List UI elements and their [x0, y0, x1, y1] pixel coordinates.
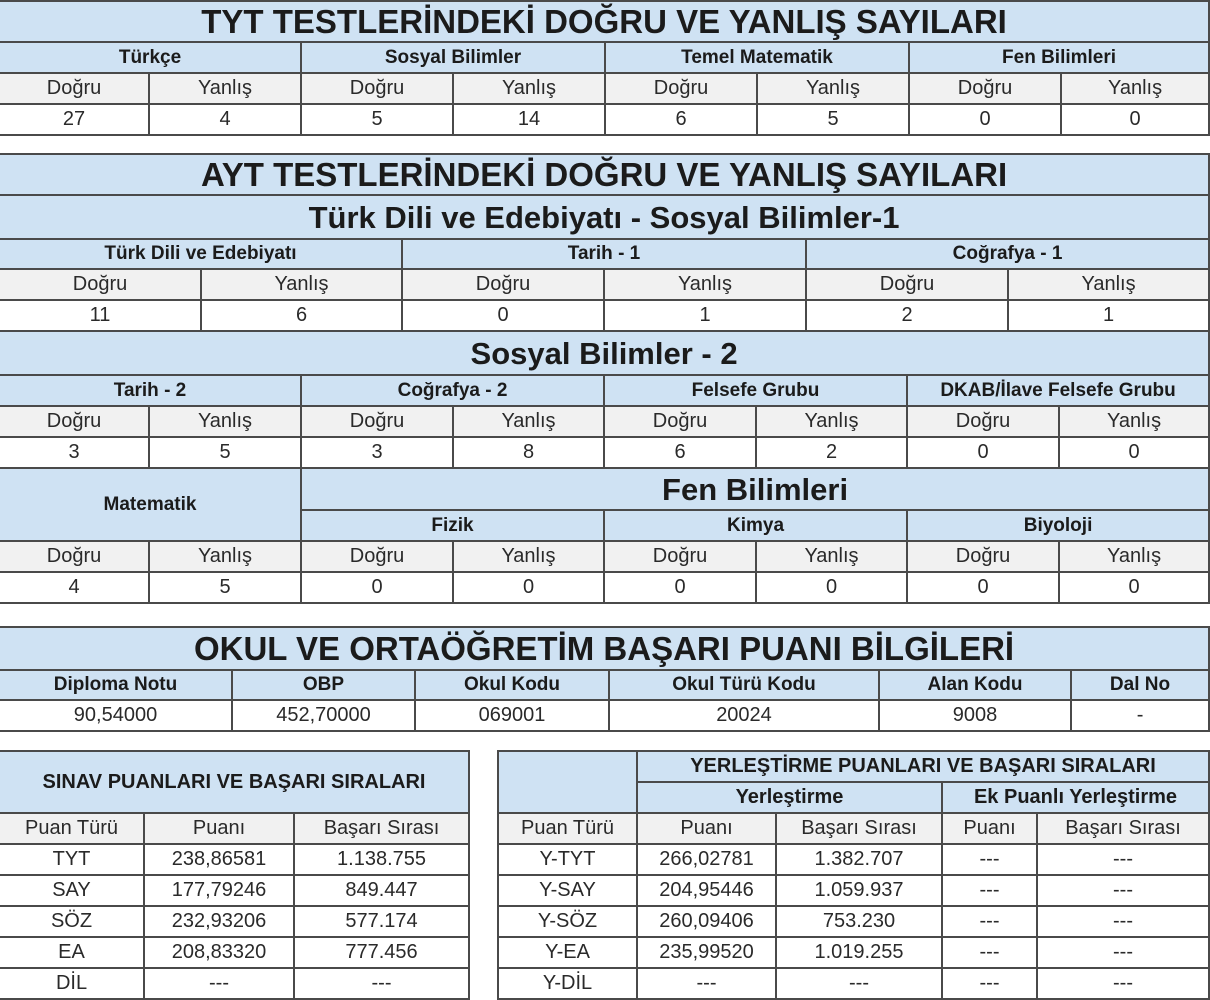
sinav-table — [0, 750, 470, 1000]
puan: --- — [144, 968, 294, 999]
basari-sirasi: 849.447 — [294, 875, 469, 906]
ayt-table — [0, 153, 1210, 604]
sinav-header: Puanı — [144, 813, 294, 844]
yanlis-label: Yanlış — [149, 406, 301, 437]
ayt-subject: Tarih - 1 — [402, 239, 806, 269]
table-row — [498, 968, 1209, 999]
table-row — [498, 906, 1209, 937]
corner-cell — [498, 751, 637, 813]
okul-value: 90,54000 — [0, 700, 232, 731]
tyt-value: 27 — [0, 104, 149, 135]
dogru-label: Doğru — [907, 406, 1059, 437]
tyt-value: 14 — [453, 104, 605, 135]
basari-sirasi: --- — [294, 968, 469, 999]
dogru-label: Doğru — [0, 406, 149, 437]
yerlestirme-table — [497, 750, 1210, 1000]
ayt-subject: Tarih - 2 — [0, 375, 301, 406]
okul-value: 069001 — [415, 700, 609, 731]
ayt-value: 0 — [907, 437, 1059, 468]
puan: 208,83320 — [144, 937, 294, 968]
sinav-header: Başarı Sırası — [294, 813, 469, 844]
ayt-subject: Kimya — [604, 510, 907, 541]
basari-sirasi: 753.230 — [776, 906, 942, 937]
ayt-section1-title: Türk Dili ve Edebiyatı - Sosyal Bilimler-1 — [0, 195, 1209, 239]
ayt-subject: Biyoloji — [907, 510, 1209, 541]
puan-turu: Y-SAY — [498, 875, 637, 906]
yanlis-label: Yanlış — [756, 541, 907, 572]
dogru-label: Doğru — [0, 73, 149, 104]
ayt-value: 4 — [0, 572, 149, 603]
okul-value: - — [1071, 700, 1209, 731]
puan: 204,95446 — [637, 875, 776, 906]
yanlis-label: Yanlış — [1008, 269, 1209, 300]
dogru-label: Doğru — [907, 541, 1059, 572]
puan-turu: Y-TYT — [498, 844, 637, 875]
ayt-value: 3 — [0, 437, 149, 468]
table-row — [0, 844, 469, 875]
ek-puanli-group: Ek Puanlı Yerleştirme — [942, 782, 1209, 813]
ayt-section2-title: Sosyal Bilimler - 2 — [0, 331, 1209, 375]
ayt-value: 11 — [0, 300, 201, 331]
yanlis-label: Yanlış — [453, 541, 604, 572]
dogru-label: Doğru — [301, 73, 453, 104]
ayt-value: 5 — [149, 572, 301, 603]
dogru-label: Doğru — [806, 269, 1008, 300]
tyt-value: 0 — [1061, 104, 1209, 135]
sinav-title: SINAV PUANLARI VE BAŞARI SIRALARI — [0, 751, 469, 813]
basari-sirasi: 1.138.755 — [294, 844, 469, 875]
basari-sirasi: 1.382.707 — [776, 844, 942, 875]
puan: 177,79246 — [144, 875, 294, 906]
ayt-value: 2 — [756, 437, 907, 468]
tyt-subject: Sosyal Bilimler — [301, 42, 605, 73]
tyt-table — [0, 0, 1210, 136]
ayt-subject: Felsefe Grubu — [604, 375, 907, 406]
puan-turu: TYT — [0, 844, 144, 875]
yerlestirme-header: Başarı Sırası — [776, 813, 942, 844]
yerlestirme-header: Başarı Sırası — [1037, 813, 1209, 844]
ek-basari-sirasi: --- — [1037, 906, 1209, 937]
ayt-subject: Fizik — [301, 510, 604, 541]
ayt-value: 3 — [301, 437, 453, 468]
basari-sirasi: 577.174 — [294, 906, 469, 937]
okul-header: Okul Türü Kodu — [609, 670, 879, 700]
ayt-value: 8 — [453, 437, 604, 468]
puan-turu: EA — [0, 937, 144, 968]
yanlis-label: Yanlış — [1061, 73, 1209, 104]
matematik-header: Matematik — [0, 468, 301, 541]
tyt-value: 5 — [301, 104, 453, 135]
ayt-value: 0 — [1059, 437, 1209, 468]
ayt-subject: Coğrafya - 1 — [806, 239, 1209, 269]
yerlestirme-group: Yerleştirme — [637, 782, 942, 813]
ayt-value: 1 — [604, 300, 806, 331]
sinav-header: Puan Türü — [0, 813, 144, 844]
ek-puan: --- — [942, 844, 1037, 875]
puan-turu: Y-SÖZ — [498, 906, 637, 937]
okul-table — [0, 626, 1210, 732]
yanlis-label: Yanlış — [149, 541, 301, 572]
puan-turu: Y-EA — [498, 937, 637, 968]
okul-header: Dal No — [1071, 670, 1209, 700]
table-row — [0, 906, 469, 937]
fen-bilimleri-title: Fen Bilimleri — [301, 468, 1209, 510]
okul-value: 9008 — [879, 700, 1071, 731]
table-row — [0, 968, 469, 999]
puan: 238,86581 — [144, 844, 294, 875]
puan: 266,02781 — [637, 844, 776, 875]
yerlestirme-title: YERLEŞTİRME PUANLARI VE BAŞARI SIRALARI — [637, 751, 1209, 782]
basari-sirasi: 1.019.255 — [776, 937, 942, 968]
table-row — [498, 844, 1209, 875]
ayt-value: 0 — [301, 572, 453, 603]
basari-sirasi: 1.059.937 — [776, 875, 942, 906]
puan-turu: SÖZ — [0, 906, 144, 937]
okul-header: Okul Kodu — [415, 670, 609, 700]
yerlestirme-header: Puanı — [637, 813, 776, 844]
ek-basari-sirasi: --- — [1037, 875, 1209, 906]
ayt-value: 0 — [604, 572, 756, 603]
okul-header: Alan Kodu — [879, 670, 1071, 700]
puan-turu: DİL — [0, 968, 144, 999]
ayt-subject: DKAB/İlave Felsefe Grubu — [907, 375, 1209, 406]
tyt-title: TYT TESTLERİNDEKİ DOĞRU VE YANLIŞ SAYILARI — [0, 1, 1209, 42]
yerlestirme-header: Puanı — [942, 813, 1037, 844]
ayt-value: 1 — [1008, 300, 1209, 331]
ayt-value: 0 — [402, 300, 604, 331]
ek-basari-sirasi: --- — [1037, 844, 1209, 875]
yanlis-label: Yanlış — [756, 406, 907, 437]
okul-title: OKUL VE ORTAÖĞRETİM BAŞARI PUANI BİLGİLERİ — [0, 627, 1209, 670]
okul-header: Diploma Notu — [0, 670, 232, 700]
okul-value: 20024 — [609, 700, 879, 731]
ayt-value: 6 — [604, 437, 756, 468]
dogru-label: Doğru — [909, 73, 1061, 104]
dogru-label: Doğru — [604, 406, 756, 437]
dogru-label: Doğru — [301, 406, 453, 437]
yanlis-label: Yanlış — [604, 269, 806, 300]
table-row — [498, 875, 1209, 906]
puan: --- — [637, 968, 776, 999]
yanlis-label: Yanlış — [757, 73, 909, 104]
basari-sirasi: --- — [776, 968, 942, 999]
ayt-value: 0 — [907, 572, 1059, 603]
puan: 232,93206 — [144, 906, 294, 937]
ayt-value: 2 — [806, 300, 1008, 331]
table-row — [0, 937, 469, 968]
ayt-subject: Coğrafya - 2 — [301, 375, 604, 406]
ek-puan: --- — [942, 875, 1037, 906]
yanlis-label: Yanlış — [1059, 406, 1209, 437]
puan: 260,09406 — [637, 906, 776, 937]
yanlis-label: Yanlış — [149, 73, 301, 104]
tyt-value: 0 — [909, 104, 1061, 135]
tyt-value: 5 — [757, 104, 909, 135]
dogru-label: Doğru — [604, 541, 756, 572]
ayt-value: 0 — [1059, 572, 1209, 603]
ayt-value: 6 — [201, 300, 402, 331]
yerlestirme-header: Puan Türü — [498, 813, 637, 844]
dogru-label: Doğru — [0, 541, 149, 572]
dogru-label: Doğru — [0, 269, 201, 300]
ek-basari-sirasi: --- — [1037, 937, 1209, 968]
puan-turu: Y-DİL — [498, 968, 637, 999]
yanlis-label: Yanlış — [453, 73, 605, 104]
ayt-subject: Türk Dili ve Edebiyatı — [0, 239, 402, 269]
okul-header: OBP — [232, 670, 415, 700]
ek-puan: --- — [942, 906, 1037, 937]
ayt-value: 5 — [149, 437, 301, 468]
dogru-label: Doğru — [605, 73, 757, 104]
yanlis-label: Yanlış — [201, 269, 402, 300]
tyt-value: 4 — [149, 104, 301, 135]
puan-turu: SAY — [0, 875, 144, 906]
tyt-value: 6 — [605, 104, 757, 135]
dogru-label: Doğru — [301, 541, 453, 572]
yanlis-label: Yanlış — [1059, 541, 1209, 572]
basari-sirasi: 777.456 — [294, 937, 469, 968]
tyt-subject: Türkçe — [0, 42, 301, 73]
tyt-subject: Fen Bilimleri — [909, 42, 1209, 73]
yanlis-label: Yanlış — [453, 406, 604, 437]
table-row — [0, 875, 469, 906]
puan: 235,99520 — [637, 937, 776, 968]
table-row — [498, 937, 1209, 968]
dogru-label: Doğru — [402, 269, 604, 300]
okul-value: 452,70000 — [232, 700, 415, 731]
ek-puan: --- — [942, 937, 1037, 968]
ayt-value: 0 — [453, 572, 604, 603]
ayt-value: 0 — [756, 572, 907, 603]
ek-basari-sirasi: --- — [1037, 968, 1209, 999]
ayt-title: AYT TESTLERİNDEKİ DOĞRU VE YANLIŞ SAYILARI — [0, 154, 1209, 195]
ek-puan: --- — [942, 968, 1037, 999]
tyt-subject: Temel Matematik — [605, 42, 909, 73]
